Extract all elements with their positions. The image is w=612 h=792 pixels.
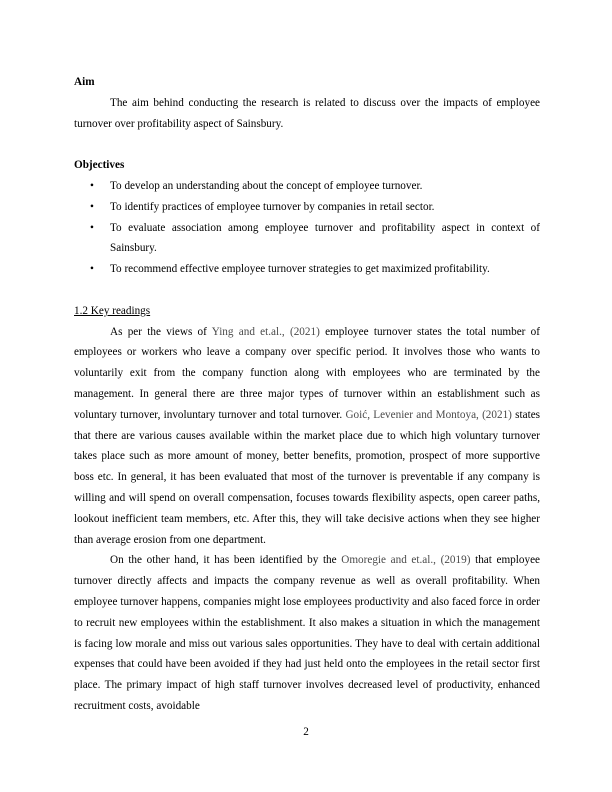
list-item xyxy=(74,176,540,197)
text-run: On the other hand, it has been identified by the xyxy=(110,554,342,567)
citation: Ying and et.al., (2021) xyxy=(211,325,320,338)
objectives-list xyxy=(74,176,540,280)
objectives-heading: Objectives xyxy=(74,159,125,172)
bullet-icon: • xyxy=(90,179,94,192)
spacer xyxy=(74,280,540,301)
key-readings-heading xyxy=(74,301,540,322)
document-page xyxy=(74,72,540,717)
citation: Omoregie and et.al., (2019) xyxy=(341,554,471,567)
key-readings-paragraph-2 xyxy=(74,550,540,716)
list-item xyxy=(74,259,540,280)
objective-text: To recommend effective employee turnover strategies to get maximized profitability. xyxy=(110,263,490,276)
spacer xyxy=(74,134,540,155)
objective-text: To evaluate association among employee turnover and profitability aspect in context of Sainsbury. xyxy=(110,221,540,255)
objective-text: To develop an understanding about the concept of employee turnover. xyxy=(110,179,423,192)
list-item xyxy=(74,197,540,218)
text-run: employee turnover states the total number of employees or workers who leave a company over specific period. It involves those who wants to voluntarily exit from the company function along with employees who are terminated by the management. In general there are three major types of turnover within an establishment such as voluntary turnover, involuntary turnover and total turnover. xyxy=(74,325,540,421)
objective-text: To identify practices of employee turnover by companies in retail sector. xyxy=(110,200,435,213)
key-readings-heading-text: 1.2 Key readings xyxy=(74,304,151,317)
aim-heading: Aim xyxy=(74,76,95,88)
aim-paragraph: The aim behind conducting the research is related to discuss over the impacts of employee turnover over profitability aspect of Sainsbury. xyxy=(74,96,540,130)
list-item xyxy=(74,218,540,260)
text-run: As per the views of xyxy=(110,325,212,338)
page-number: 2 xyxy=(303,726,309,738)
bullet-icon: • xyxy=(90,221,94,234)
text-run: states that there are various causes available within the market place due to which high voluntary turnover takes place such as more amount of money, better benefits, promotion, prospect of more supportive boss etc. In general, it has been evaluated that most of the turnover is preventable if any company is willing and will spend on overall compensation, focuses towards flexibility aspects, open career paths, lookout inefficient team members, etc. After this, they will take decisive actions when they see higher than average erosion from one department. xyxy=(74,408,541,546)
key-readings-paragraph-1 xyxy=(74,322,540,551)
bullet-icon: • xyxy=(90,200,94,213)
citation: Goić, Levenier and Montoya, (2021) xyxy=(345,408,512,421)
text-run: that employee turnover directly affects and impacts the company revenue as well as overall profitability. When employee turnover happens, companies might lose employees productivity and also faced force in order to recruit new employees within the establishment. It also makes a situation in which the management is facing low morale and miss out various sales opportunities. They have to deal with certain additional expenses that could have been avoided if they had just held onto the employees in the retail sector first place. The primary impact of high staff turnover involves decreased level of productivity, enhanced recruitment costs, avoidable xyxy=(74,554,540,712)
bullet-icon: • xyxy=(90,263,94,276)
